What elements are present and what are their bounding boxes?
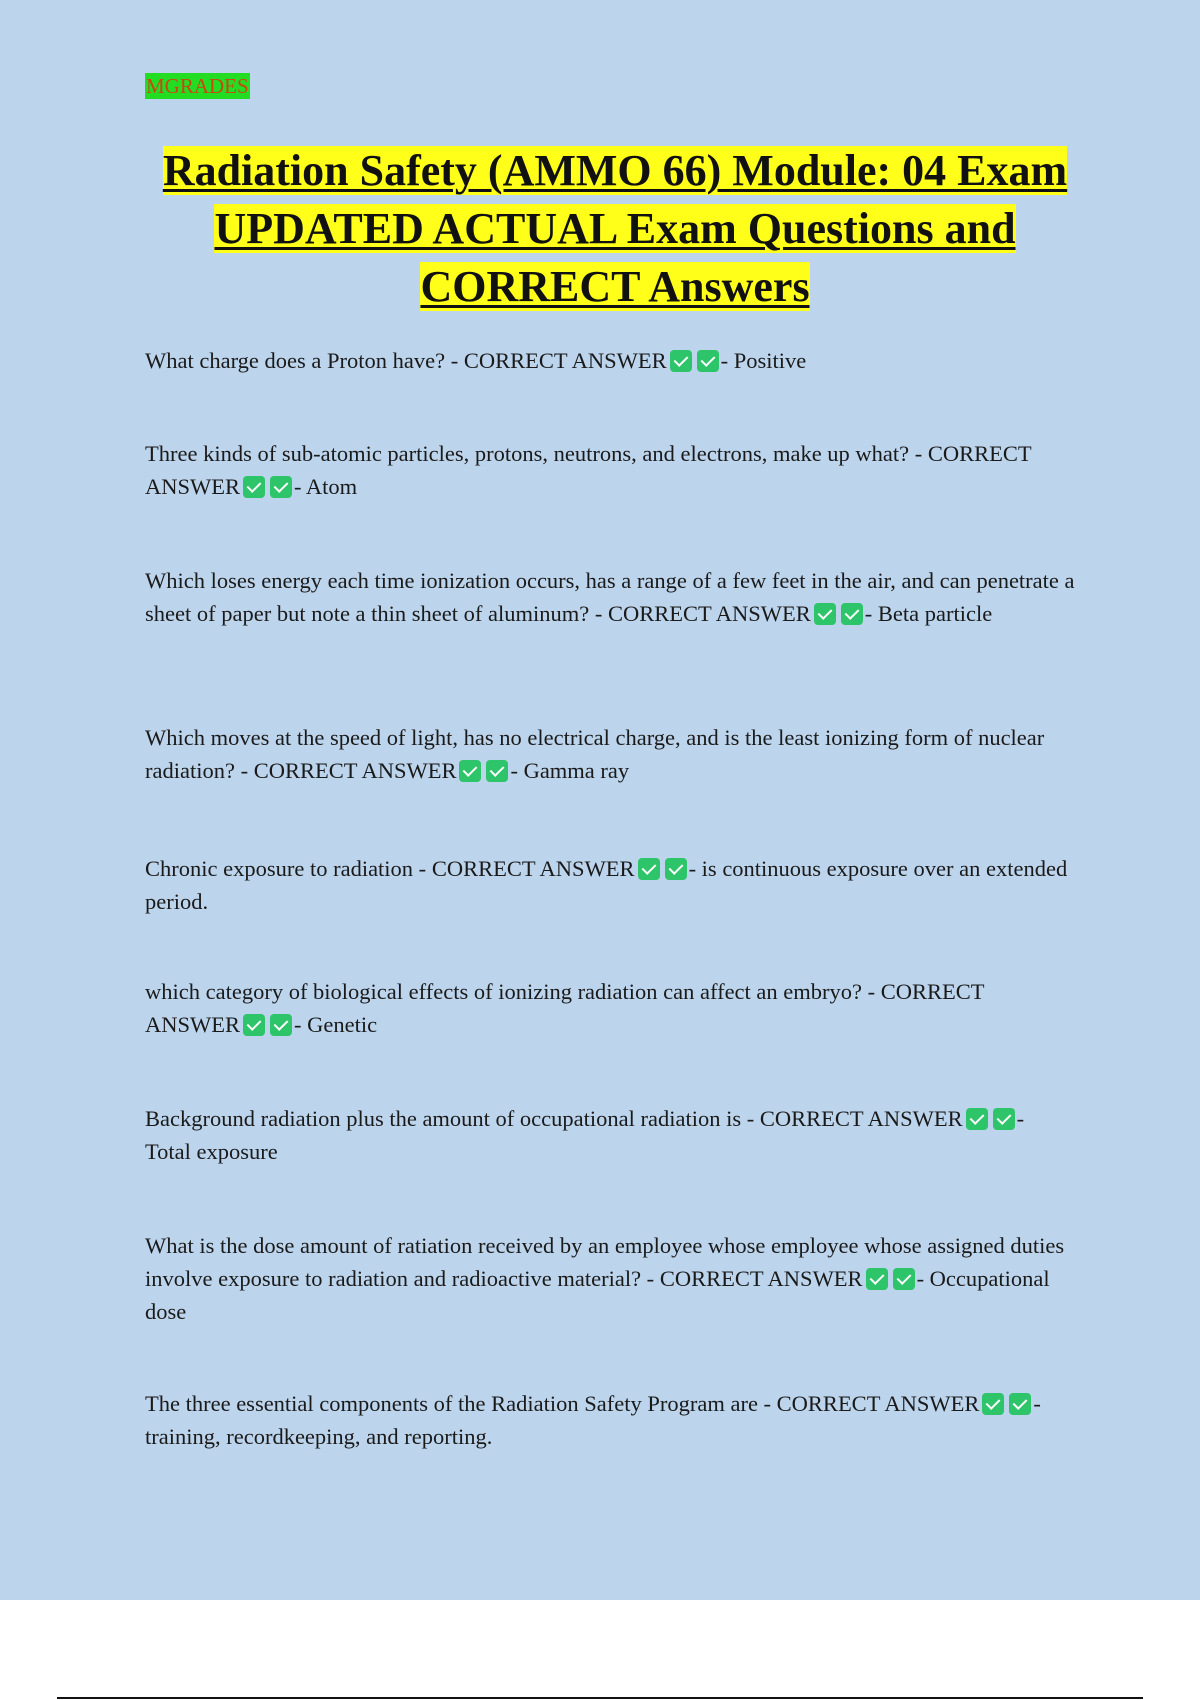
check-icon bbox=[966, 1108, 988, 1130]
qa-item-4 bbox=[145, 721, 1075, 787]
answer-text: - Beta particle bbox=[864, 601, 993, 626]
question-text: Which loses energy each time ionization occurs, has a range of a few feet in the air, and can penetrate a sheet of paper but note a thin sheet of aluminum? - bbox=[145, 568, 1075, 626]
answer-marker: CORRECT ANSWER bbox=[776, 1391, 980, 1416]
qa-item-7 bbox=[145, 1102, 1075, 1168]
answer-marker: CORRECT ANSWER bbox=[463, 348, 667, 373]
check-icon bbox=[638, 858, 660, 880]
qa-item-2 bbox=[145, 437, 1075, 503]
answer-text: - training, recordkeeping, and reporting. bbox=[145, 1391, 1041, 1449]
check-icon bbox=[270, 476, 292, 498]
answer-marker: CORRECT ANSWER bbox=[608, 601, 811, 626]
answer-text: - Atom bbox=[294, 474, 358, 499]
check-icon bbox=[993, 1108, 1015, 1130]
check-icon bbox=[814, 603, 836, 625]
answer-text: - Positive bbox=[720, 348, 807, 373]
check-icon bbox=[697, 350, 719, 372]
answer-text: - Gamma ray bbox=[510, 758, 630, 783]
brand-label: MGRADES bbox=[146, 74, 249, 98]
question-text: What is the dose amount of ratiation received by an employee whose employee whose assigned duties involve exposure to radiation and radioactive material? - bbox=[145, 1233, 1065, 1291]
question-text: Chronic exposure to radiation - bbox=[145, 856, 432, 881]
qa-item-9 bbox=[145, 1387, 1075, 1453]
question-text: Which moves at the speed of light, has no electrical charge, and is the least ionizing form of nuclear radiation? - bbox=[145, 725, 1045, 783]
qa-item-6 bbox=[145, 975, 1075, 1041]
qa-item-5 bbox=[145, 852, 1075, 918]
check-icon bbox=[841, 603, 863, 625]
question-text: Background radiation plus the amount of occupational radiation is - bbox=[145, 1106, 760, 1131]
check-icon bbox=[243, 1014, 265, 1036]
answer-marker: CORRECT ANSWER bbox=[431, 856, 635, 881]
answer-marker: CORRECT ANSWER bbox=[759, 1106, 963, 1131]
footer-divider bbox=[57, 1697, 1143, 1699]
answer-marker: CORRECT ANSWER bbox=[145, 441, 1032, 499]
question-text: What charge does a Proton have? - bbox=[145, 348, 464, 373]
answer-marker: CORRECT ANSWER bbox=[145, 979, 985, 1037]
qa-item-3 bbox=[145, 564, 1075, 630]
check-icon bbox=[1009, 1393, 1031, 1415]
answer-text: - Occupational dose bbox=[145, 1266, 1050, 1324]
page-title bbox=[140, 142, 1090, 316]
answer-marker: CORRECT ANSWER bbox=[659, 1266, 863, 1291]
check-icon bbox=[866, 1268, 888, 1290]
answer-marker: CORRECT ANSWER bbox=[253, 758, 457, 783]
check-icon bbox=[665, 858, 687, 880]
check-icon bbox=[893, 1268, 915, 1290]
check-icon bbox=[270, 1014, 292, 1036]
answer-text: - is continuous exposure over an extended period. bbox=[145, 856, 1068, 914]
answer-text: - Genetic bbox=[294, 1012, 378, 1037]
check-icon bbox=[243, 476, 265, 498]
question-text: Three kinds of sub-atomic particles, protons, neutrons, and electrons, make up what? - bbox=[145, 441, 928, 466]
title-text: Radiation Safety (AMMO 66) Module: 04 Exam UPDATED ACTUAL Exam Questions and CORRECT Answers bbox=[162, 146, 1068, 311]
qa-item-1 bbox=[145, 344, 1075, 377]
check-icon bbox=[982, 1393, 1004, 1415]
check-icon bbox=[670, 350, 692, 372]
question-text: which category of biological effects of ionizing radiation can affect an embryo? - bbox=[145, 979, 881, 1004]
question-text: The three essential components of the Radiation Safety Program are - bbox=[145, 1391, 777, 1416]
answer-text: - Total exposure bbox=[145, 1106, 1025, 1164]
qa-item-8 bbox=[145, 1229, 1075, 1328]
check-icon bbox=[486, 760, 508, 782]
check-icon bbox=[459, 760, 481, 782]
